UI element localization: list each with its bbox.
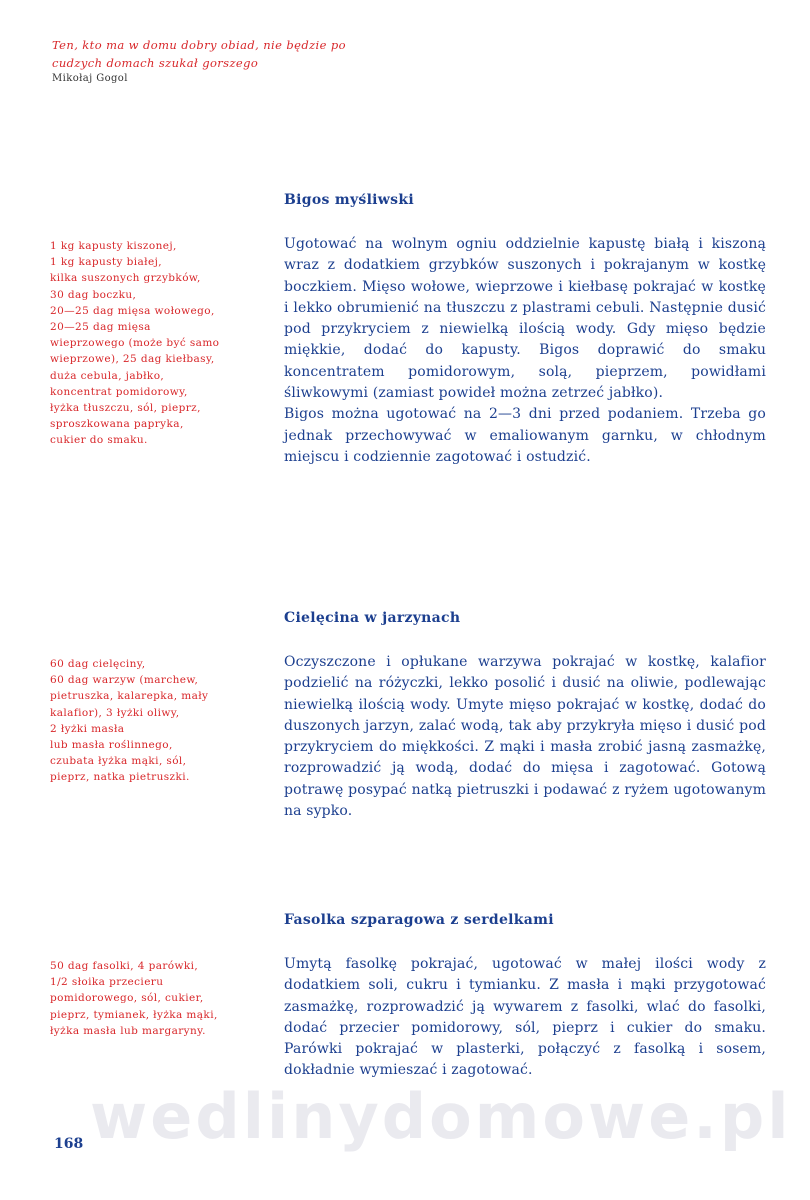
instructions-bigos-paragraph-1: Ugotować na wolnym ogniu oddzielnie kapustę białą i kiszoną wraz z dodatkiem grzybków suszonych i pokrajanym w kostkę boczkiem. Mięso wołowe, wieprzowe i kiełbasę pokrajać w kostkę i lekko obrumienić na tłuszczu z plastrami cebuli. Następnie dusić pod przykryciem z niewielką ilością wody. Gdy mięso będzie miękkie, dodać do kapusty. Bigos doprawić do smaku koncentratem pomidorowym, solą, pieprzem, powidłami śliwkowymi (zamiast powideł można zetrzeć jabłko).: [284, 236, 766, 402]
epigraph: [52, 36, 472, 86]
epigraph-quote-line-2: cudzych domach szukał gorszego: [52, 56, 259, 70]
instructions-fasolka: [284, 954, 766, 1082]
recipe-title-bigos: Bigos myśliwski: [284, 192, 414, 208]
recipe-title-fasolka: Fasolka szparagowa z serdelkami: [284, 912, 554, 928]
epigraph-author: Mikołaj Gogol: [52, 73, 128, 84]
page-number: 168: [54, 1136, 84, 1152]
ingredients-bigos: 1 kg kapusty kiszonej, 1 kg kapusty białej, kilka suszonych grzybków, 30 dag boczku, 20—25 dag mięsa wołowego, 20—25 dag mięsa wieprzowego (może być samo wieprzowe), 25 dag kiełbasy, duża cebula, jabłko, koncentrat pomidorowy, łyżka tłuszczu, sól, pieprz, sproszkowana papryka, cukier do smaku.: [50, 240, 220, 447]
epigraph-quote-line-1: Ten, kto ma w domu dobry obiad, nie będzie po: [52, 38, 346, 52]
instructions-fasolka-paragraph-1: Umytą fasolkę pokrajać, ugotować w małej ilości wody z dodatkiem soli, cukru i tymianku. Z masła i mąki przygotować zasmażkę, rozprowadzić ją wywarem z fasolki, wlać do fasolki, dodać przecier pomidorowy, sól, pieprz i cukier do smaku. Parówki pokrajać w plasterki, połączyć z fasolką i sosem, dokładnie wymieszać i zagotować.: [284, 956, 766, 1079]
instructions-bigos-paragraph-2: Bigos można ugotować na 2—3 dni przed podaniem. Trzeba go jednak przechowywać w emaliowanym garnku, w chłodnym miejscu i codziennie zagotować i ostudzić.: [284, 406, 766, 465]
recipe-title-cielecina: Cielęcina w jarzynach: [284, 610, 461, 626]
instructions-cielecina-paragraph-1: Oczyszczone i opłukane warzywa pokrajać w kostkę, kalafior podzielić na różyczki, lekko posolić i dusić na oliwie, podlewając niewielką ilością wody. Umyte mięso pokrajać w kostkę, dodać do duszonych jarzyn, zalać wodą, tak aby przykryła mięso i dusić pod przykryciem do miękkości. Z mąki i masła zrobić jasną zasmażkę, rozprowadzić ją wodą, dodać do mięsa i zagotować. Gotową potrawę posypać natką pietruszki i podawać z ryżem ugotowanym na sypko.: [284, 654, 766, 820]
instructions-bigos: [284, 234, 766, 468]
ingredients-fasolka: 50 dag fasolki, 4 parówki, 1/2 słoika przecieru pomidorowego, sól, cukier, pieprz, tymianek, łyżka mąki, łyżka masła lub margaryny.: [50, 960, 218, 1037]
watermark: wedlinydomowe.pl: [90, 1080, 792, 1153]
instructions-cielecina: [284, 652, 766, 822]
ingredients-cielecina: 60 dag cielęciny, 60 dag warzyw (marchew, pietruszka, kalarepka, mały kalafior), 3 łyżki oliwy, 2 łyżki masła lub masła roślinnego, czubata łyżka mąki, sól, pieprz, natka pietruszki.: [50, 658, 209, 784]
